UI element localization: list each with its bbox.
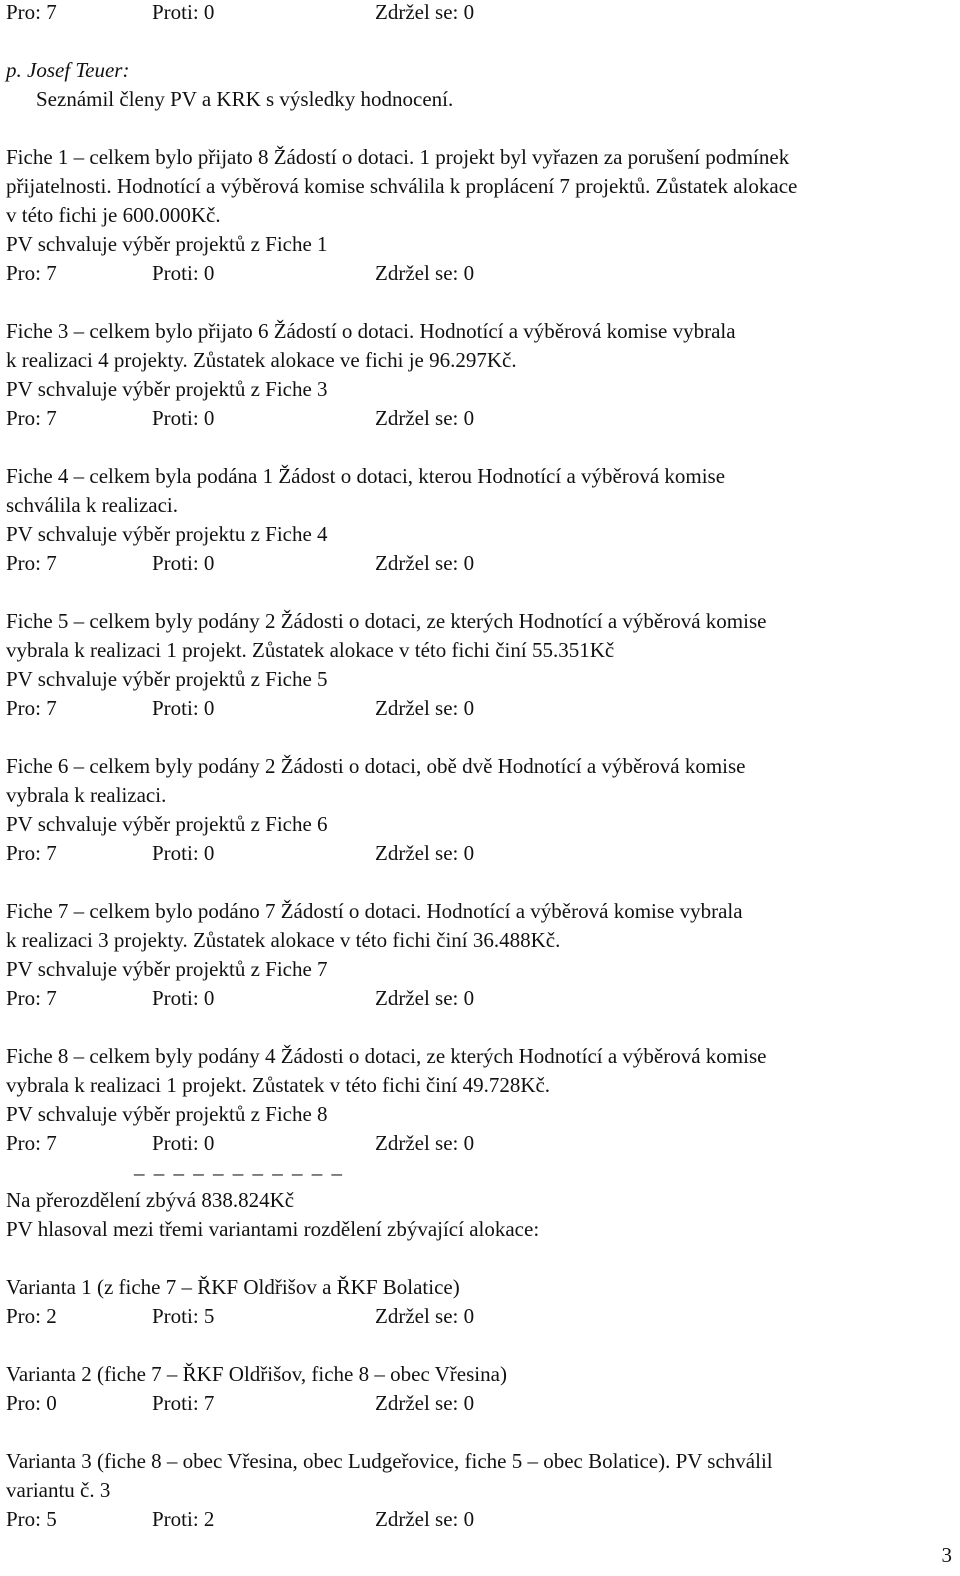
separator-line: _ _ _ _ _ _ _ _ _ _ _: [134, 1154, 344, 1178]
paragraph-line: Fiche 5 – celkem byly podány 2 Žádosti o dotaci, ze kterých Hodnotící a výběrová komise: [6, 609, 767, 633]
vote-pro: Pro: 7: [6, 1131, 57, 1155]
vote-pro: Pro: 5: [6, 1507, 57, 1531]
paragraph-line: Fiche 1 – celkem bylo přijato 8 Žádostí o dotaci. 1 projekt byl vyřazen za porušení podmínek: [6, 145, 790, 169]
vote-abstain: Zdržel se: 0: [375, 841, 475, 865]
vote-proti: Proti: 2: [152, 1507, 215, 1531]
vote-proti: Proti: 0: [152, 1131, 215, 1155]
vote-abstain: Zdržel se: 0: [375, 261, 475, 285]
paragraph-line: Fiche 7 – celkem bylo podáno 7 Žádostí o dotaci. Hodnotící a výběrová komise vybrala: [6, 899, 743, 923]
vote-intro: PV hlasoval mezi třemi variantami rozdělení zbývající alokace:: [6, 1217, 540, 1241]
vote-pro: Pro: 7: [6, 841, 57, 865]
paragraph-line: přijatelnosti. Hodnotící a výběrová komise schválila k proplácení 7 projektů. Zůstatek alokace: [6, 174, 798, 198]
remaining-allocation: Na přerozdělení zbývá 838.824Kč: [6, 1188, 295, 1212]
vote-proti: Proti: 0: [152, 261, 215, 285]
paragraph-line: Fiche 3 – celkem bylo přijato 6 Žádostí o dotaci. Hodnotící a výběrová komise vybrala: [6, 319, 736, 343]
paragraph-line: k realizaci 3 projekty. Zůstatek alokace v této fichi činí 36.488Kč.: [6, 928, 561, 952]
variant-title: Varianta 2 (fiche 7 – ŘKF Oldřišov, fiche 8 – obec Vřesina): [6, 1362, 507, 1386]
vote-abstain: Zdržel se: 0: [375, 0, 475, 24]
paragraph-line: Fiche 4 – celkem byla podána 1 Žádost o dotaci, kterou Hodnotící a výběrová komise: [6, 464, 726, 488]
vote-proti: Proti: 0: [152, 696, 215, 720]
approval-line: PV schvaluje výběr projektu z Fiche 4: [6, 522, 328, 546]
vote-pro: Pro: 7: [6, 986, 57, 1010]
approval-line: PV schvaluje výběr projektů z Fiche 6: [6, 812, 328, 836]
vote-abstain: Zdržel se: 0: [375, 406, 475, 430]
approval-line: PV schvaluje výběr projektů z Fiche 5: [6, 667, 328, 691]
paragraph-line: schválila k realizaci.: [6, 493, 178, 517]
paragraph-line: k realizaci 4 projekty. Zůstatek alokace ve fichi je 96.297Kč.: [6, 348, 517, 372]
vote-abstain: Zdržel se: 0: [375, 1507, 475, 1531]
approval-line: PV schvaluje výběr projektů z Fiche 8: [6, 1102, 328, 1126]
paragraph-line: vybrala k realizaci 1 projekt. Zůstatek alokace v této fichi činí 55.351Kč: [6, 638, 615, 662]
variant-title: Varianta 3 (fiche 8 – obec Vřesina, obec Ludgeřovice, fiche 5 – obec Bolatice). PV schválil: [6, 1449, 773, 1473]
vote-pro: Pro: 7: [6, 406, 57, 430]
paragraph-line: vybrala k realizaci 1 projekt. Zůstatek v této fichi činí 49.728Kč.: [6, 1073, 551, 1097]
vote-abstain: Zdržel se: 0: [375, 1391, 475, 1415]
approval-line: PV schvaluje výběr projektů z Fiche 1: [6, 232, 328, 256]
speaker-name: p. Josef Teuer:: [6, 58, 130, 82]
vote-pro: Pro: 7: [6, 551, 57, 575]
page-number: 3: [941, 1543, 952, 1567]
vote-abstain: Zdržel se: 0: [375, 1304, 475, 1328]
vote-abstain: Zdržel se: 0: [375, 696, 475, 720]
paragraph-line: Fiche 8 – celkem byly podány 4 Žádosti o dotaci, ze kterých Hodnotící a výběrová komise: [6, 1044, 767, 1068]
vote-proti: Proti: 0: [152, 406, 215, 430]
variant-title: variantu č. 3: [6, 1478, 111, 1502]
approval-line: PV schvaluje výběr projektů z Fiche 3: [6, 377, 328, 401]
vote-proti: Proti: 0: [152, 551, 215, 575]
vote-pro: Pro: 7: [6, 696, 57, 720]
vote-proti: Proti: 0: [152, 841, 215, 865]
paragraph-line: v této fichi je 600.000Kč.: [6, 203, 221, 227]
vote-proti: Proti: 7: [152, 1391, 215, 1415]
variant-title: Varianta 1 (z fiche 7 – ŘKF Oldřišov a ŘKF Bolatice): [6, 1275, 460, 1299]
vote-proti: Proti: 0: [152, 986, 215, 1010]
approval-line: PV schvaluje výběr projektů z Fiche 7: [6, 957, 328, 981]
vote-abstain: Zdržel se: 0: [375, 1131, 475, 1155]
vote-abstain: Zdržel se: 0: [375, 551, 475, 575]
paragraph-line: vybrala k realizaci.: [6, 783, 167, 807]
vote-proti: Proti: 0: [152, 0, 215, 24]
speaker-text: Seznámil členy PV a KRK s výsledky hodnocení.: [36, 87, 454, 111]
vote-pro: Pro: 7: [6, 0, 57, 24]
vote-abstain: Zdržel se: 0: [375, 986, 475, 1010]
vote-pro: Pro: 7: [6, 261, 57, 285]
vote-pro: Pro: 0: [6, 1391, 57, 1415]
vote-pro: Pro: 2: [6, 1304, 57, 1328]
paragraph-line: Fiche 6 – celkem byly podány 2 Žádosti o dotaci, obě dvě Hodnotící a výběrová komise: [6, 754, 746, 778]
vote-proti: Proti: 5: [152, 1304, 215, 1328]
